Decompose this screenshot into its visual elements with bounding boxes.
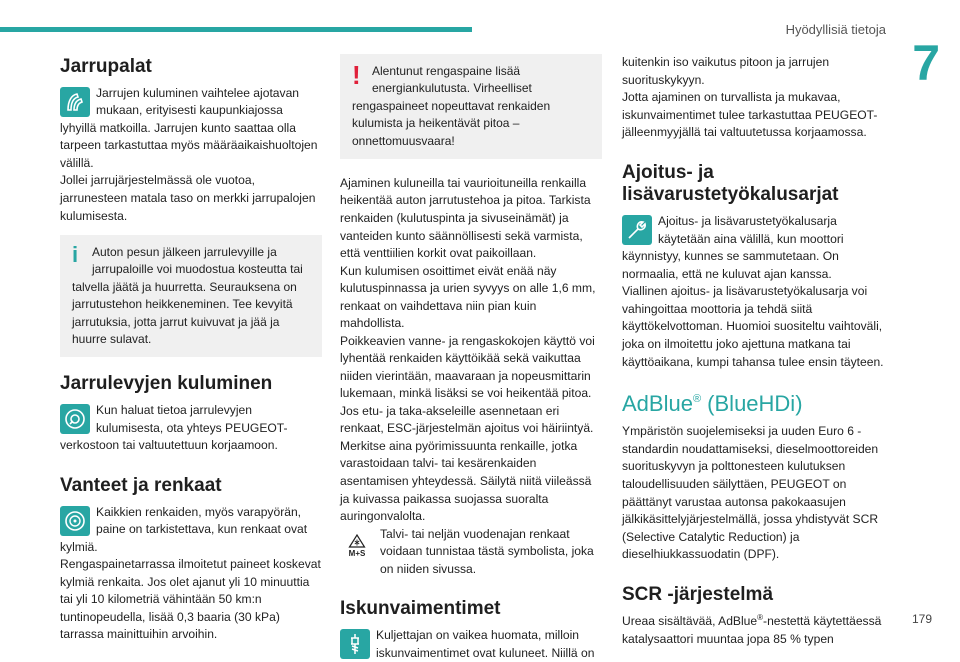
tyres-text-2: Rengaspainetarrassa ilmoitetut paineet koskevat kylmiä renkaita. Jos olet ajanut yli 10 minuuttia tai yli 10 kilometriä vähintään 50 km:n tuntinopeudella, lisää 0,3 baaria (30 kPa) tarrassa mainittuihin arvoihin. — [60, 557, 321, 642]
tyres-text: Kaikkien renkaiden, myös varapyörän, paine on tarkistettava, kun renkaat ovat kylmiä. — [60, 504, 308, 554]
shock-absorbers-cont-2: Jotta ajaminen on turvallista ja mukavaa, iskunvaimentimet tulee tarkastuttaa PEUGEOT-jälleenmyyjällä tai valtuutetussa korjaamossa. — [622, 90, 878, 140]
timing-kit-heading: Ajoitus- ja lisävarustetyökalusarjat — [622, 161, 839, 206]
timing-kit-text-2: Viallinen ajoitus- ja lisävarustetyökalusarja voi vahingoittaa moottoria ja tehdä siitä käyttökelvottoman. Huomioi suositeltu vaihtoväli, joka on ilmoitettu joko ajettuna matkana tai käyttöaikana, kumpi tahansa tulee ensin täyteen. — [622, 284, 884, 369]
scr-heading: SCR -järjestelmä — [622, 583, 774, 605]
brake-pad-icon — [60, 87, 90, 117]
scr-registered-mark: ® — [757, 613, 764, 623]
adblue-text: Ympäristön suojelemiseksi ja uuden Euro 6 -standardin noudattamiseksi, dieselmoottoreiden suorituskyvyn ja polttonesteen kulutuksen taloudellisuuden säilyttäen, PEUGEOT on päättänyt varustaa autonsa pakokaasujen jälkikäsittelyjärjestelmällä, jossa yhdistyvät SCR (Selective Catalytic Reduction) ja dieselhiukkassuodatin (DPF). — [622, 424, 879, 562]
tyres-para-2: Kun kulumisen osoittimet eivät enää näy kulutuspinnassa ja urien syvyys on alle 1,6 mm, renkaat on vaihdettava niin pian kuin mahdollista. — [340, 263, 596, 331]
tyre-icon — [60, 506, 90, 536]
timing-kit-section — [622, 213, 892, 371]
adblue-registered-mark: ® — [692, 393, 702, 406]
page-number: 179 — [911, 612, 932, 626]
warning-icon: ! — [352, 60, 361, 90]
winter-tyre-text: Talvi- tai neljän vuodenajan renkaat voidaan tunnistaa tästä symbolista, joka on niiden sivussa. — [380, 526, 594, 576]
info-note — [60, 235, 322, 357]
tyres-section — [60, 504, 322, 644]
tyres-para-3: Poikkeavien vanne- ja rengaskokojen käyttö voi lyhentää renkaiden käyttöikää sekä vaikuttaa niiden vierintään, maavaraan ja nopeusmittarin lukemaan, minkä lisäksi se voi heikentää pitoa. — [340, 333, 595, 401]
brake-discs-heading: Jarrulevyjen kuluminen — [60, 373, 273, 395]
warning-note-text: Alentunut rengaspaine lisää energiankulutusta. Virheelliset rengaspaineet nopeuttavat renkaiden kulumista ja heikentävät pitoa – onnettomuusvaara! — [352, 64, 551, 148]
column-2 — [340, 50, 602, 662]
adblue-heading — [622, 391, 892, 417]
brake-discs-text: Kun haluat tietoa jarrulevyjen kulumisesta, ota yhteys PEUGEOT-verkostoon tai valtuutettuun korjaamoon. — [60, 403, 288, 453]
ms-label: M+S — [348, 548, 366, 558]
info-note-text: Auton pesun jälkeen jarrulevyille ja jarrupaloille voi muodostua kosteutta tai talvella jäätä ja huurretta. Seurauksena on jarrutustehon heikkeneminen. Tee kevyitä jarrutuksia, jotta jarrut kuivuvat ja jää ja huurre sulavat. — [72, 245, 303, 346]
chapter-number: 7 — [912, 35, 940, 91]
timing-kit-text: Ajoitus- ja lisävarustetyökalusarja käytetään aina välillä, kun moottori käynnistyy, kunnes se sammutetaan. On normaalia, että ne kuluvat ajan kanssa. — [622, 214, 844, 281]
tyres-para-4: Jos etu- ja taka-akseleille asennetaan eri renkaat, ESC-järjestelmän ajoitus voi häiriintyä. — [340, 403, 594, 436]
snowflake-mountain-icon — [340, 528, 374, 562]
brakes-section — [60, 85, 322, 225]
tyres-para-1: Ajaminen kuluneilla tai vaurioituneilla renkailla heikentää auton jarrutustehoa ja pitoa. Tarkista renkaiden (kulutuspinta ja sivuseinämät) ja vanteiden kunto säännöllisesti sekä varmista, että venttiilien korkit ovat paikoillaan. — [340, 175, 591, 261]
adblue-title: AdBlue — [622, 391, 693, 417]
tyres-para-5: Merkitse aina pyörimissuunta renkaille, jotka varastoidaan talvi- tai kesärenkaiden asentamisen yhteydessä. Säilytä niitä viileässä ja kuivassa paikassa suojassa suoralta auringonvalolta. — [340, 438, 592, 524]
scr-text-b: -nestettä käytettäessä katalysaattori muuntaa jopa 85 % typen — [622, 614, 882, 647]
column-1 — [60, 50, 322, 644]
warning-note — [340, 54, 602, 159]
brakes-text-2: Jollei jarrujärjestelmässä ole vuotoa, jarrunesteen matala taso on merkki jarrupalojen kulumisesta. — [60, 173, 316, 223]
shock-absorber-icon — [340, 629, 370, 659]
brake-discs-section — [60, 402, 322, 455]
adblue-suffix: (BlueHDi) — [701, 391, 803, 417]
shock-absorbers-text: Kuljettajan on vaikea huomata, milloin iskunvaimentimet ovat kuluneet. Niillä on — [376, 627, 595, 660]
wrench-icon — [622, 215, 652, 245]
brake-disc-icon — [60, 404, 90, 434]
column-3 — [622, 50, 892, 649]
shock-absorbers-cont: kuitenkin iso vaikutus pitoon ja jarrujen suorituskykyyn. — [622, 55, 830, 87]
tyres-heading: Vanteet ja renkaat — [60, 474, 222, 496]
section-header-title: Hyödyllisiä tietoja — [785, 22, 886, 37]
scr-text — [622, 612, 892, 648]
chapter-tab — [898, 0, 960, 108]
brakes-heading: Jarrupalat — [60, 56, 152, 77]
info-icon: i — [72, 242, 79, 268]
shock-absorbers-heading: Iskunvaimentimet — [340, 598, 501, 620]
winter-tyre-section — [340, 526, 602, 579]
scr-text-a: Ureaa sisältävää, AdBlue — [622, 614, 758, 629]
shock-absorbers-section — [340, 627, 602, 662]
brakes-text: Jarrujen kuluminen vaihtelee ajotavan mukaan, erityisesti kaupunkiajossa lyhyillä matkoilla. Jarrujen kunto saattaa olla tarpeen tarkastuttaa myös määräaikaishuoltojen välillä. — [60, 85, 318, 170]
header-accent-bar — [0, 27, 472, 32]
